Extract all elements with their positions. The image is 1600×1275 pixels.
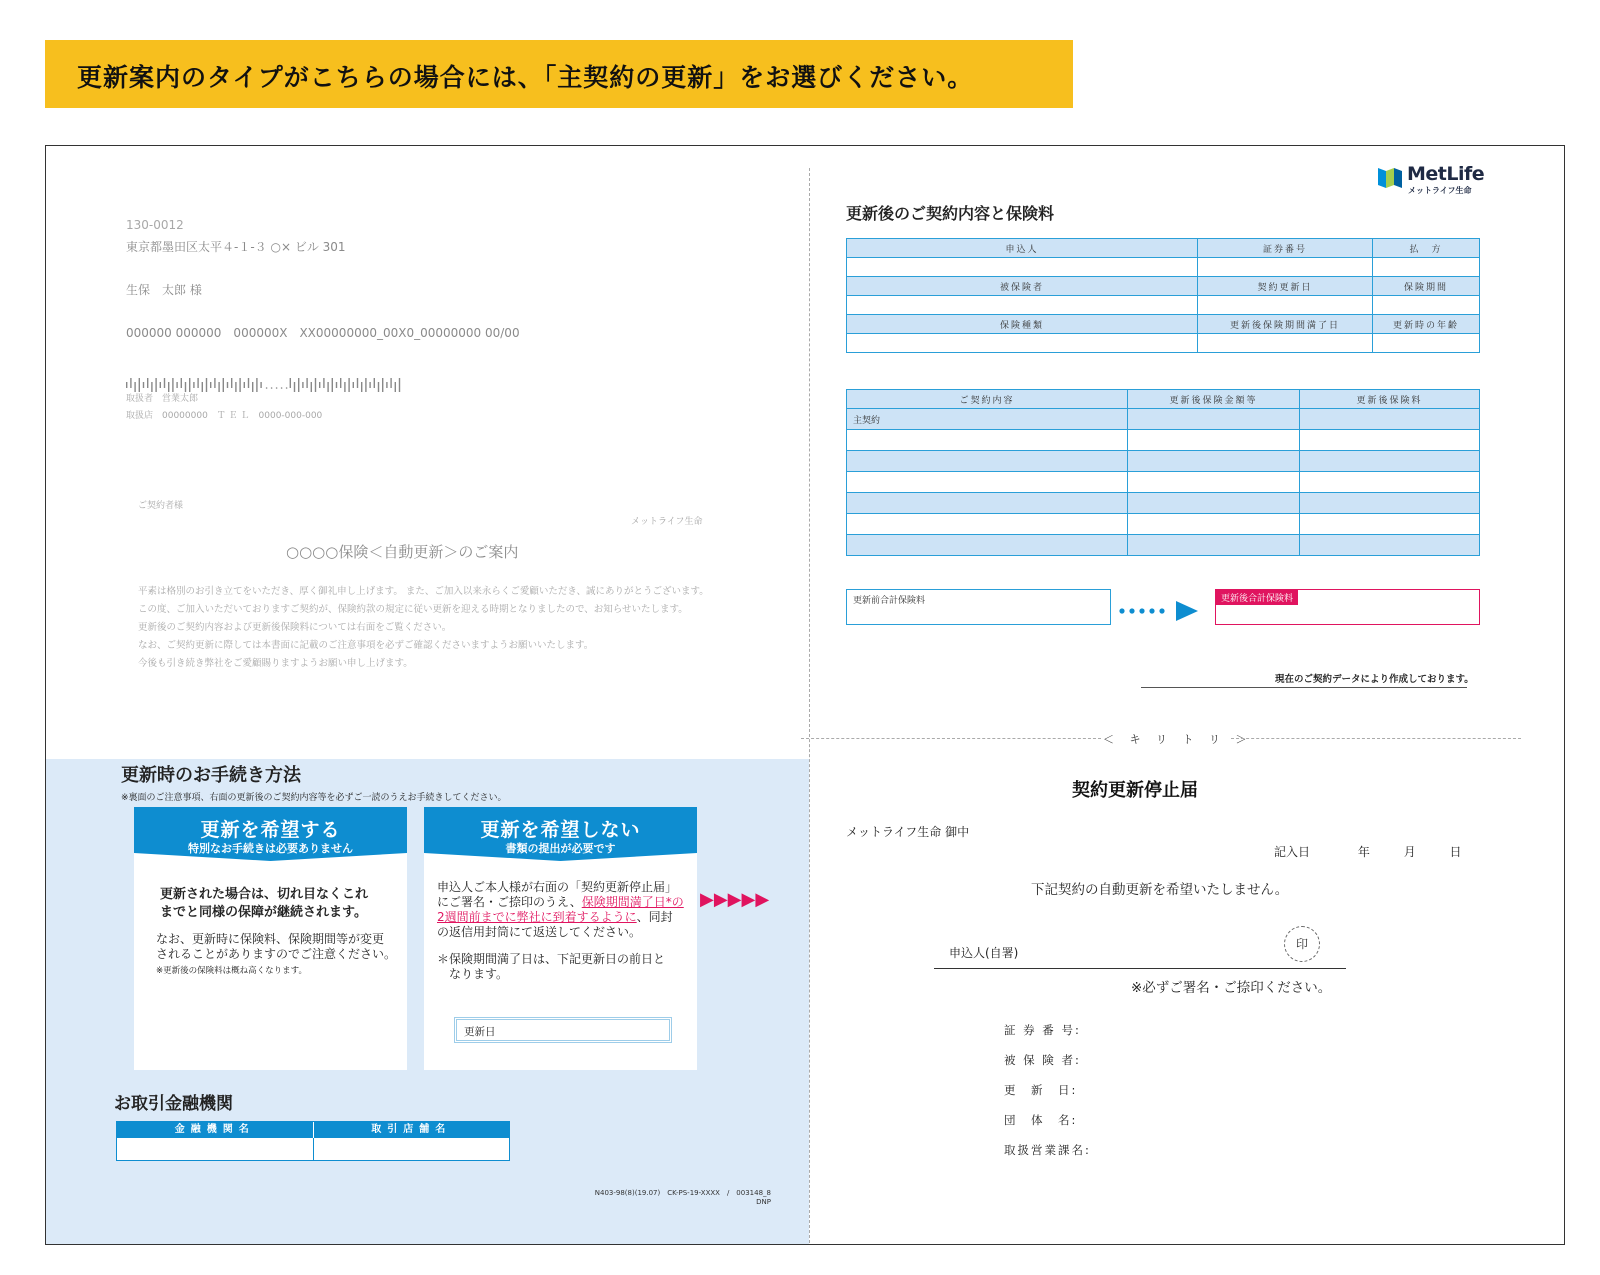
contract-detail-table [846, 389, 1480, 556]
handler-name: 取扱者 営業太郎 [126, 394, 199, 404]
table-row [847, 430, 1480, 451]
form-fields [1004, 1022, 1091, 1172]
table-row [847, 535, 1480, 556]
contract-info-table [846, 238, 1480, 353]
no-renew-instructions [437, 880, 684, 940]
table-header-row [847, 277, 1480, 296]
top-banner [45, 40, 1073, 108]
logo-name: MetLife [1407, 163, 1485, 185]
letter-title: ○○○○保険＜自動更新＞のご案内 [286, 543, 519, 561]
renew-option-card [134, 807, 407, 1070]
procedure-title: 更新時のお手続き方法 [121, 765, 301, 786]
insured-header: 被保険者 [847, 277, 1198, 296]
instruction-line: 申込人ご本人様が右面の「契約更新停止届」 [437, 880, 678, 894]
applicant-header: 申込人 [847, 239, 1198, 258]
renew-subheading: 特別なお手続きは必要ありません [188, 842, 353, 855]
premium-after-box [1215, 589, 1480, 625]
contract-section-title: 更新後のご契約内容と保険料 [846, 204, 1055, 223]
arrow-icon: ▶▶▶▶▶ [700, 889, 770, 910]
expiry-note-line: なります。 [449, 967, 509, 981]
table-row [847, 409, 1480, 430]
renew-note-line: されることがありますのでご注意ください。 [156, 947, 397, 961]
letter-addressee: ご契約者様 [138, 501, 184, 511]
seal-note: ※必ずご署名・ご捺印ください。 [1131, 980, 1332, 996]
renew-continuity-text [160, 886, 368, 922]
term-header: 保険期間 [1373, 277, 1480, 296]
year-label: 年 [1357, 845, 1370, 859]
bank-table [116, 1121, 510, 1161]
day-label: 日 [1449, 845, 1462, 859]
policy-number-field[interactable]: 証 券 番 号: [1004, 1023, 1081, 1037]
entry-date [1274, 843, 1462, 860]
renew-premium-note: ※更新後の保険料は概ね高くなります。 [156, 966, 307, 976]
street-address: 東京都墨田区太平４-１-３ ○× ビル 301 [126, 240, 346, 254]
no-renew-subheading: 書類の提出が必要です [505, 842, 616, 855]
premium-before-box [846, 589, 1111, 625]
entry-date-label: 記入日 [1274, 845, 1311, 859]
metlife-logo-icon [1378, 166, 1402, 188]
postal-code: 130-0012 [126, 218, 184, 232]
banner-text: 更新案内のタイプがこちらの場合には、「主契約の更新」をお選びください。 [77, 63, 974, 92]
insured-field[interactable]: 被 保 険 者: [1004, 1053, 1081, 1067]
letter-line: なお、ご契約更新に際しては本書面に記載のご注意事項を必ずご確認くださいますようお願いいたします。 [138, 640, 594, 651]
expiry-note [437, 952, 665, 982]
renewal-date-header: 契約更新日 [1198, 277, 1373, 296]
letter-body [138, 583, 709, 673]
table-row [847, 296, 1480, 315]
signature-line[interactable] [934, 968, 1346, 969]
dotted-arrow-icon [1118, 600, 1218, 622]
no-renew-heading: 更新を希望しない [480, 819, 641, 841]
branch-info: 取扱店 00000000 Ｔ Ｅ Ｌ 0000-000-000 [126, 411, 323, 421]
stop-form-title: 契約更新停止届 [1072, 780, 1198, 801]
sales-section-field[interactable]: 取扱営業課名: [1004, 1143, 1091, 1157]
seal-mark: 印 [1284, 926, 1320, 962]
table-row [847, 493, 1480, 514]
table-header-row [847, 315, 1480, 334]
table-row [847, 472, 1480, 493]
instruction-line [437, 895, 684, 910]
no-renewal-statement: 下記契約の自動更新を希望いたしません。 [1031, 882, 1289, 898]
contract-content-header: ご契約内容 [847, 390, 1128, 409]
renewal-date-box [454, 1017, 672, 1043]
table-row [847, 258, 1480, 277]
renew-bold-line: までと同様の保障が継続されます。 [160, 905, 367, 920]
instruction-text: 、同封 [636, 910, 673, 924]
deadline-highlight: 2週間前までに弊社に到着するように [437, 910, 637, 924]
proceed-arrows [700, 891, 769, 909]
letter-sender: メットライフ生命 [631, 517, 703, 527]
expiry-date-header: 更新後保険期間満了日 [1198, 315, 1373, 334]
footer-codes [471, 1189, 771, 1207]
bank-name-header: 金融機関名 [174, 1124, 255, 1135]
branch-name-cell[interactable] [313, 1138, 510, 1160]
procedure-note: ※裏面のご注意事項、右面の更新後のご契約内容等を必ずご一読のうえお手続きしてください。 [121, 793, 507, 803]
note-underline [1141, 687, 1467, 688]
bank-name-cell[interactable] [117, 1138, 313, 1160]
form-code: N403-98(8)(19.07) CK-PS-19-XXXX / 003148_8 [594, 1189, 771, 1197]
branch-name-header: 取引店舗名 [313, 1122, 510, 1138]
postal-barcode [126, 378, 406, 392]
premium-after-label: 更新後合計保険料 [1216, 590, 1298, 605]
logo-subtitle: メットライフ生命 [1408, 186, 1472, 195]
renewal-notice-sheet [45, 145, 1565, 1245]
letter-line: 平素は格別のお引き立てをいただき、厚く御礼申し上げます。 また、ご加入以来永らくご愛顧いただき、誠にありがとうございます。 [138, 586, 709, 597]
instruction-line: の返信用封筒にて返送してください。 [437, 925, 642, 939]
recipient-name: 生保 太郎 様 [126, 283, 202, 297]
bank-table-body [117, 1138, 509, 1160]
letter-line: この度、ご加入いただいておりますご契約が、保険約款の規定に従い更新を迎える時期となりましたので、お知らせいたします。 [138, 604, 688, 615]
customer-codes: 000000 000000 000000X XX00000000_00X0_00000000 00/00 [126, 326, 520, 340]
cut-line-label: ＜ キ リ ト リ ＞ [1103, 733, 1253, 746]
table-row [847, 334, 1480, 353]
renew-change-note [156, 932, 396, 962]
age-header: 更新時の年齢 [1373, 315, 1480, 334]
payment-method-header: 払 方 [1373, 239, 1480, 258]
group-name-field[interactable]: 団 体 名: [1004, 1113, 1078, 1127]
cut-line-right [1231, 738, 1521, 739]
letter-line: 更新後のご契約内容および更新後保険料については右面をご覧ください。 [138, 622, 452, 633]
renew-note-line: なお、更新時に保険料、保険期間等が変更 [156, 932, 385, 946]
table-header-row [847, 239, 1480, 258]
insurance-type-header: 保険種類 [847, 315, 1198, 334]
month-label: 月 [1403, 845, 1416, 859]
table-header-row [847, 390, 1480, 409]
no-renew-option-card [424, 807, 697, 1070]
form-addressee: メットライフ生命 御中 [846, 825, 970, 839]
letter-line: 今後も引き続き弊社をご愛顧賜りますようお願い申し上げます。 [138, 658, 413, 669]
table-row [847, 451, 1480, 472]
applicant-signature-label: 申込人(自署) [949, 946, 1019, 960]
premium-before-label: 更新前合計保険料 [853, 596, 926, 606]
insured-amount-header: 更新後保険金額等 [1128, 390, 1300, 409]
no-renew-card-header [424, 807, 697, 865]
instruction-line [437, 910, 684, 925]
renewal-date-label: 更新日 [464, 1026, 496, 1038]
printer-code: DNP [756, 1198, 771, 1206]
data-source-note: 現在のご契約データにより作成しております。 [1275, 674, 1474, 685]
expiry-note-line: ＊保険期間満了日は、下記更新日の前日と [437, 952, 666, 966]
renew-card-header [134, 807, 407, 865]
table-row [847, 514, 1480, 535]
instruction-text: にご署名・ご捺印のうえ、 [437, 895, 582, 909]
policy-number-header: 証券番号 [1198, 239, 1373, 258]
bank-table-header [117, 1122, 509, 1138]
main-contract-label: 主契約 [847, 409, 1128, 430]
renewal-date-field[interactable]: 更 新 日: [1004, 1083, 1078, 1097]
renew-bold-line: 更新された場合は、切れ目なくこれ [160, 887, 369, 902]
deadline-highlight: 保険期間満了日*の [581, 895, 684, 909]
bank-title: お取引金融機関 [114, 1094, 233, 1114]
center-fold-line [809, 168, 810, 1243]
renew-heading: 更新を希望する [200, 819, 341, 841]
premium-header: 更新後保険料 [1300, 390, 1480, 409]
cut-line-left [801, 738, 1101, 739]
